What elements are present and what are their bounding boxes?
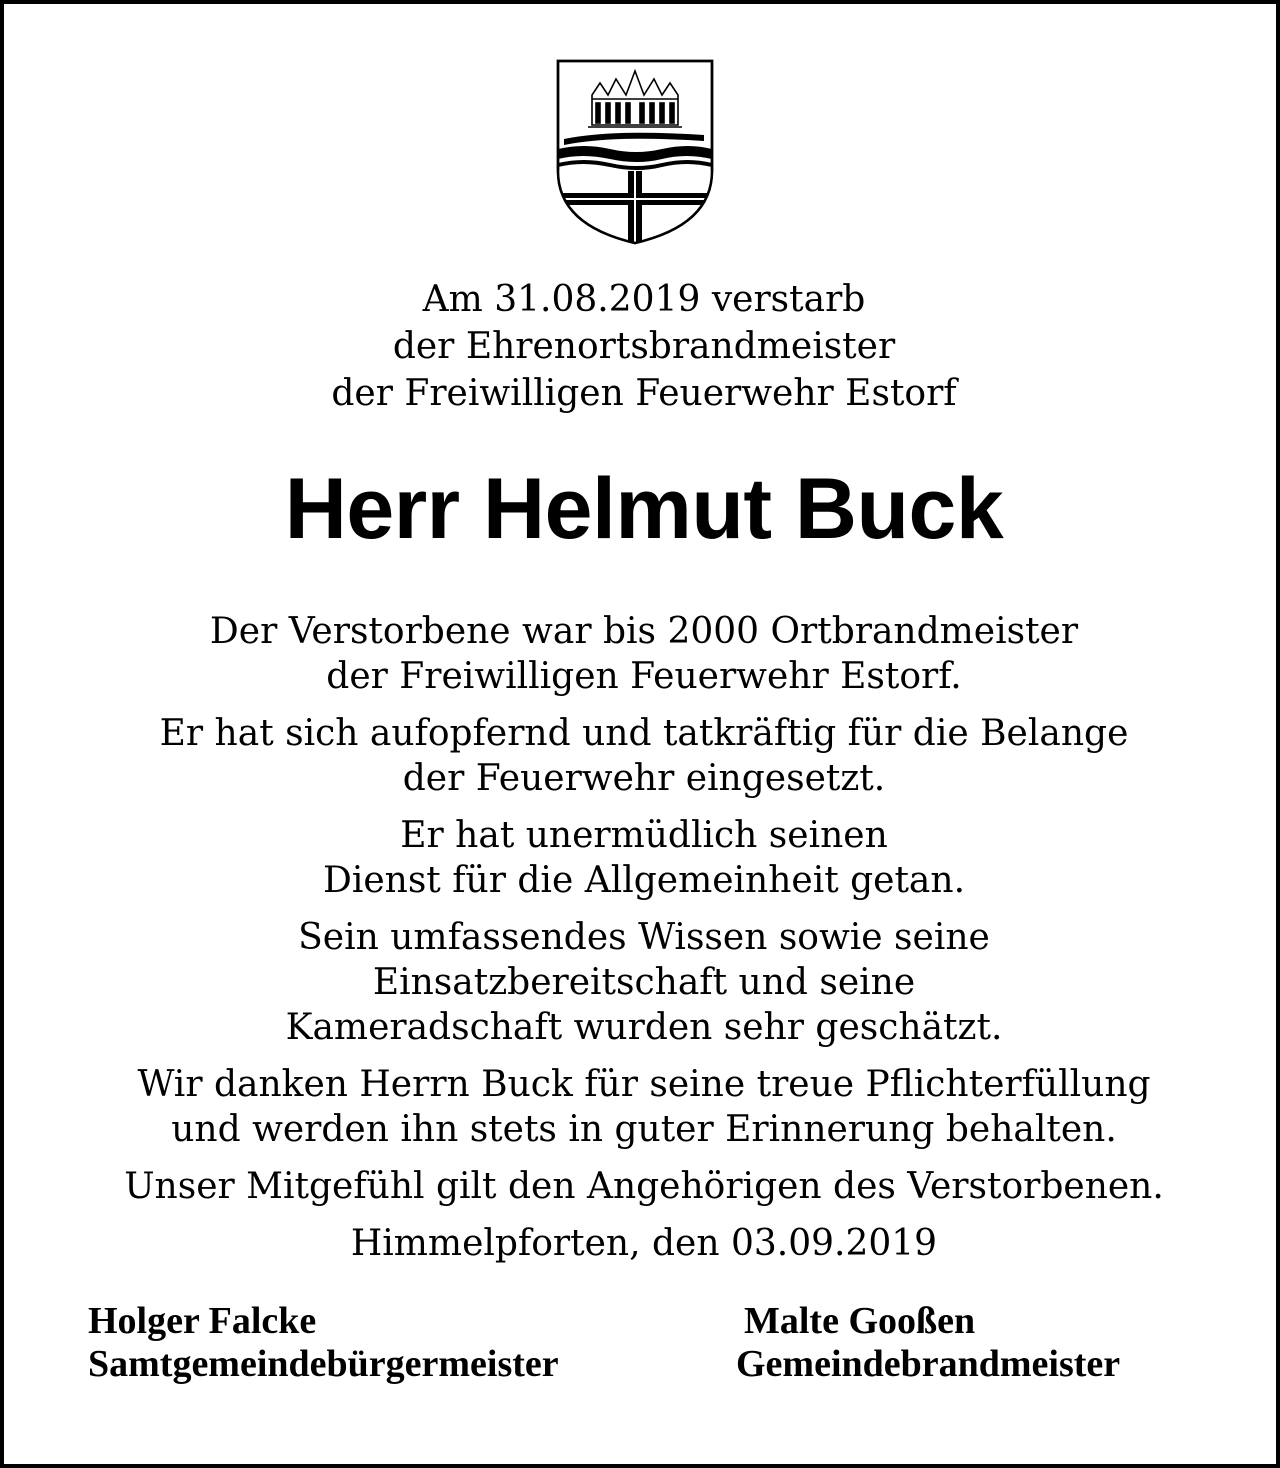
deceased-name: Herr Helmut Buck: [284, 461, 1004, 557]
tribute-line: Der Verstorbene war bis 2000 Ortbrandmeister: [209, 611, 1079, 652]
signatory-name: Holger Falcke: [88, 1300, 317, 1342]
tribute-line: Unser Mitgefühl gilt den Angehörigen des Verstorbenen.: [124, 1166, 1164, 1207]
tribute-line: Wir danken Herrn Buck für seine treue Pflichterfüllung: [137, 1064, 1151, 1105]
tribute-line: Er hat unermüdlich seinen: [400, 815, 888, 856]
place-date: Himmelpforten, den 03.09.2019: [350, 1223, 938, 1264]
tribute-line: und werden ihn stets in guter Erinnerung behalten.: [171, 1109, 1117, 1150]
intro-line: der Freiwilligen Feuerwehr Estorf: [331, 373, 957, 414]
signatory-left: [88, 1300, 559, 1386]
signatory-title: Samtgemeindebürgermeister: [88, 1343, 559, 1385]
intro-line: der Ehrenortsbrandmeister: [392, 326, 896, 367]
intro-line: Am 31.08.2019 verstarb: [422, 279, 866, 320]
tribute-paragraph: [4, 609, 1280, 699]
tribute-line: Einsatzbereitschaft und seine: [372, 962, 916, 1003]
tribute-text: [4, 609, 1280, 1221]
tribute-paragraph: [4, 813, 1280, 903]
tribute-line: Dienst für die Allgemeinheit getan.: [322, 860, 966, 901]
tribute-paragraph: [4, 1164, 1280, 1209]
tribute-paragraph: [4, 711, 1280, 801]
coat-of-arms-icon: [554, 59, 716, 245]
signatory-name: Malte Gooßen: [744, 1300, 976, 1342]
tribute-line: Kameradschaft wurden sehr geschätzt.: [285, 1007, 1003, 1048]
intro-text: [4, 276, 1280, 417]
tribute-line: der Freiwilligen Feuerwehr Estorf.: [326, 656, 962, 697]
tribute-line: Sein umfassendes Wissen sowie seine: [298, 917, 990, 958]
tribute-paragraph: [4, 915, 1280, 1050]
tribute-paragraph: [4, 1062, 1280, 1152]
signatory-right: [736, 1300, 1120, 1386]
tribute-line: Er hat sich aufopfernd und tatkräftig für die Belange: [159, 713, 1129, 754]
tribute-line: der Feuerwehr eingesetzt.: [402, 758, 886, 799]
signatory-title: Gemeindebrandmeister: [736, 1343, 1121, 1385]
